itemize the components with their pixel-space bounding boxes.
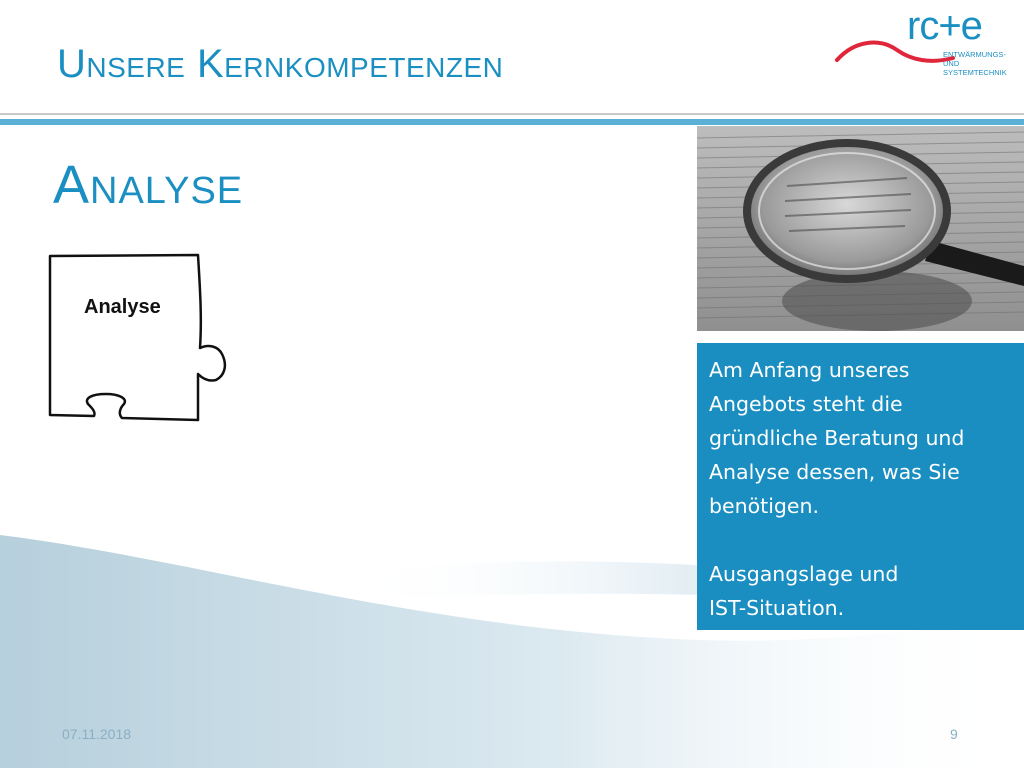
puzzle-piece-icon xyxy=(40,248,240,428)
magnifying-glass-photo xyxy=(697,126,1024,331)
page-number: 9 xyxy=(950,726,958,742)
info-text: Am Anfang unseres Angebots steht die gründliche Beratung und Analyse dessen, was Sie benötigen. Ausgangslage und IST-Situation. xyxy=(709,358,965,620)
info-box xyxy=(697,343,1024,630)
logo-sub-line1: ENTWÄRMUNGS- xyxy=(943,50,1006,59)
logo-sub-line2: UND SYSTEMTECHNIK xyxy=(943,59,1007,77)
header-title: Unsere Kernkompetenzen xyxy=(57,42,504,86)
logo-mark: rc+e xyxy=(907,4,982,48)
puzzle-label: Analyse xyxy=(84,296,161,318)
header-accent-bar xyxy=(0,119,1024,125)
header-divider xyxy=(0,113,1024,115)
company-logo xyxy=(835,4,1015,77)
logo-subtitle xyxy=(943,50,1023,77)
section-title: Analyse xyxy=(53,155,244,215)
footer-date: 07.11.2018 xyxy=(62,726,132,742)
